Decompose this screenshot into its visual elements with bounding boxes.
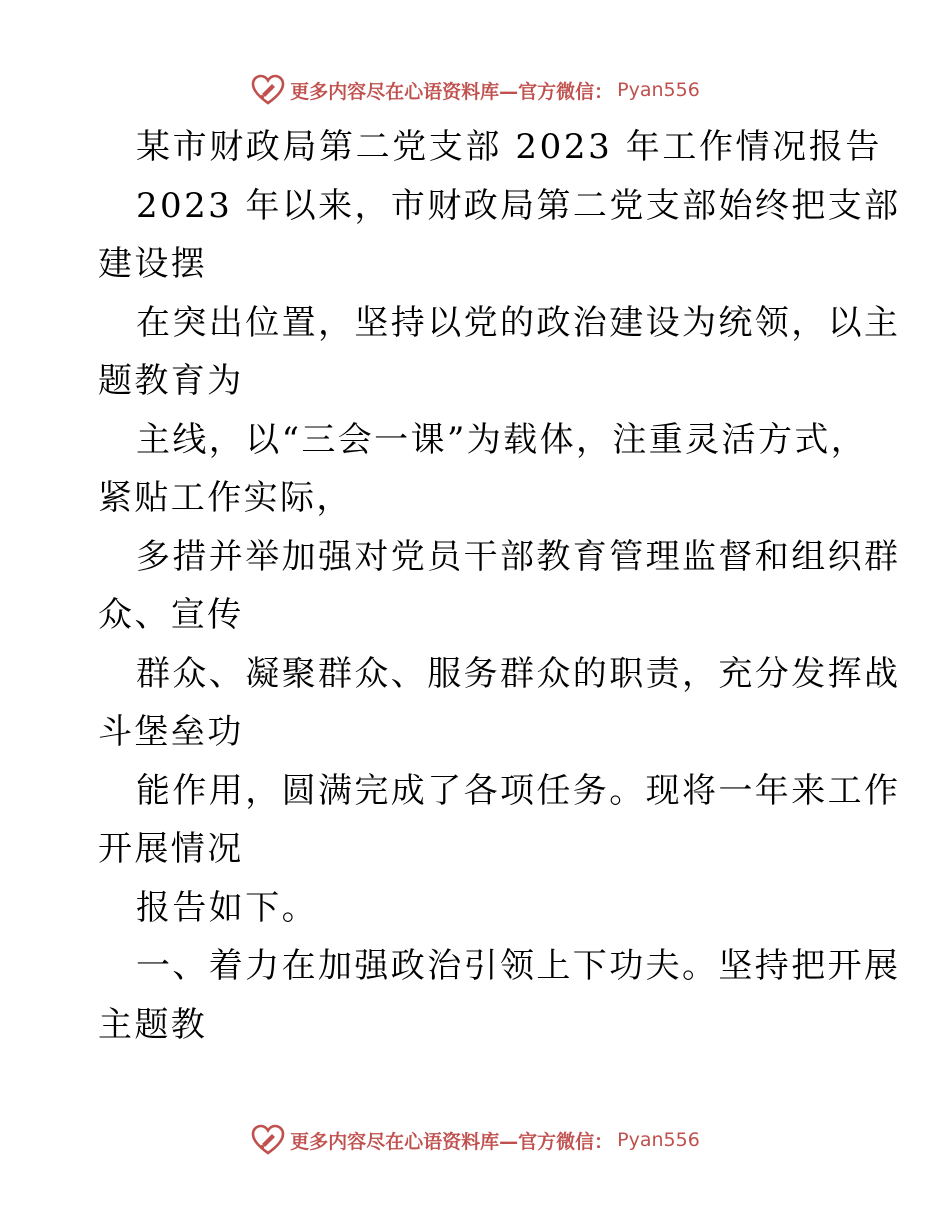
heart-pen-logo-icon	[250, 1122, 286, 1158]
paragraph-line: 一、着力在加强政治引领上下功夫。坚持把开展	[136, 946, 901, 986]
banner-wechat-id: Pyan556	[617, 79, 700, 101]
banner-text: 更多内容尽在心语资料库—官方微信：	[290, 80, 614, 103]
paragraph-line: 主题教	[98, 1005, 208, 1045]
paragraph-line: 主线，以“三会一课”为载体，注重灵活方式，	[136, 420, 868, 460]
paragraph-line: 紧贴工作实际，	[98, 478, 353, 518]
paragraph-line: 群众、凝聚群众、服务群众的职责，充分发挥战	[136, 654, 901, 694]
paragraph-line: 开展情况	[98, 829, 244, 869]
paragraph-line: 众、宣传	[98, 595, 244, 635]
footer-banner	[0, 1120, 950, 1160]
paragraph-line: 斗堡垒功	[98, 712, 244, 752]
banner-wechat-id: Pyan556	[617, 1129, 700, 1151]
banner-text: 更多内容尽在心语资料库—官方微信：	[290, 1130, 614, 1153]
paragraph-line: 建设摆	[98, 244, 208, 284]
paragraph-line: 在突出位置，坚持以党的政治建设为统领，以主	[136, 303, 901, 343]
paragraph-line: 报告如下。	[136, 888, 318, 928]
document-title: 某市财政局第二党支部 2023 年工作情况报告	[136, 127, 882, 167]
paragraph-line: 2023 年以来，市财政局第二党支部始终把支部	[136, 186, 901, 226]
paragraph-line: 能作用，圆满完成了各项任务。现将一年来工作	[136, 771, 901, 811]
paragraph-line: 多措并举加强对党员干部教育管理监督和组织群	[136, 537, 901, 577]
paragraph-line: 题教育为	[98, 361, 244, 401]
